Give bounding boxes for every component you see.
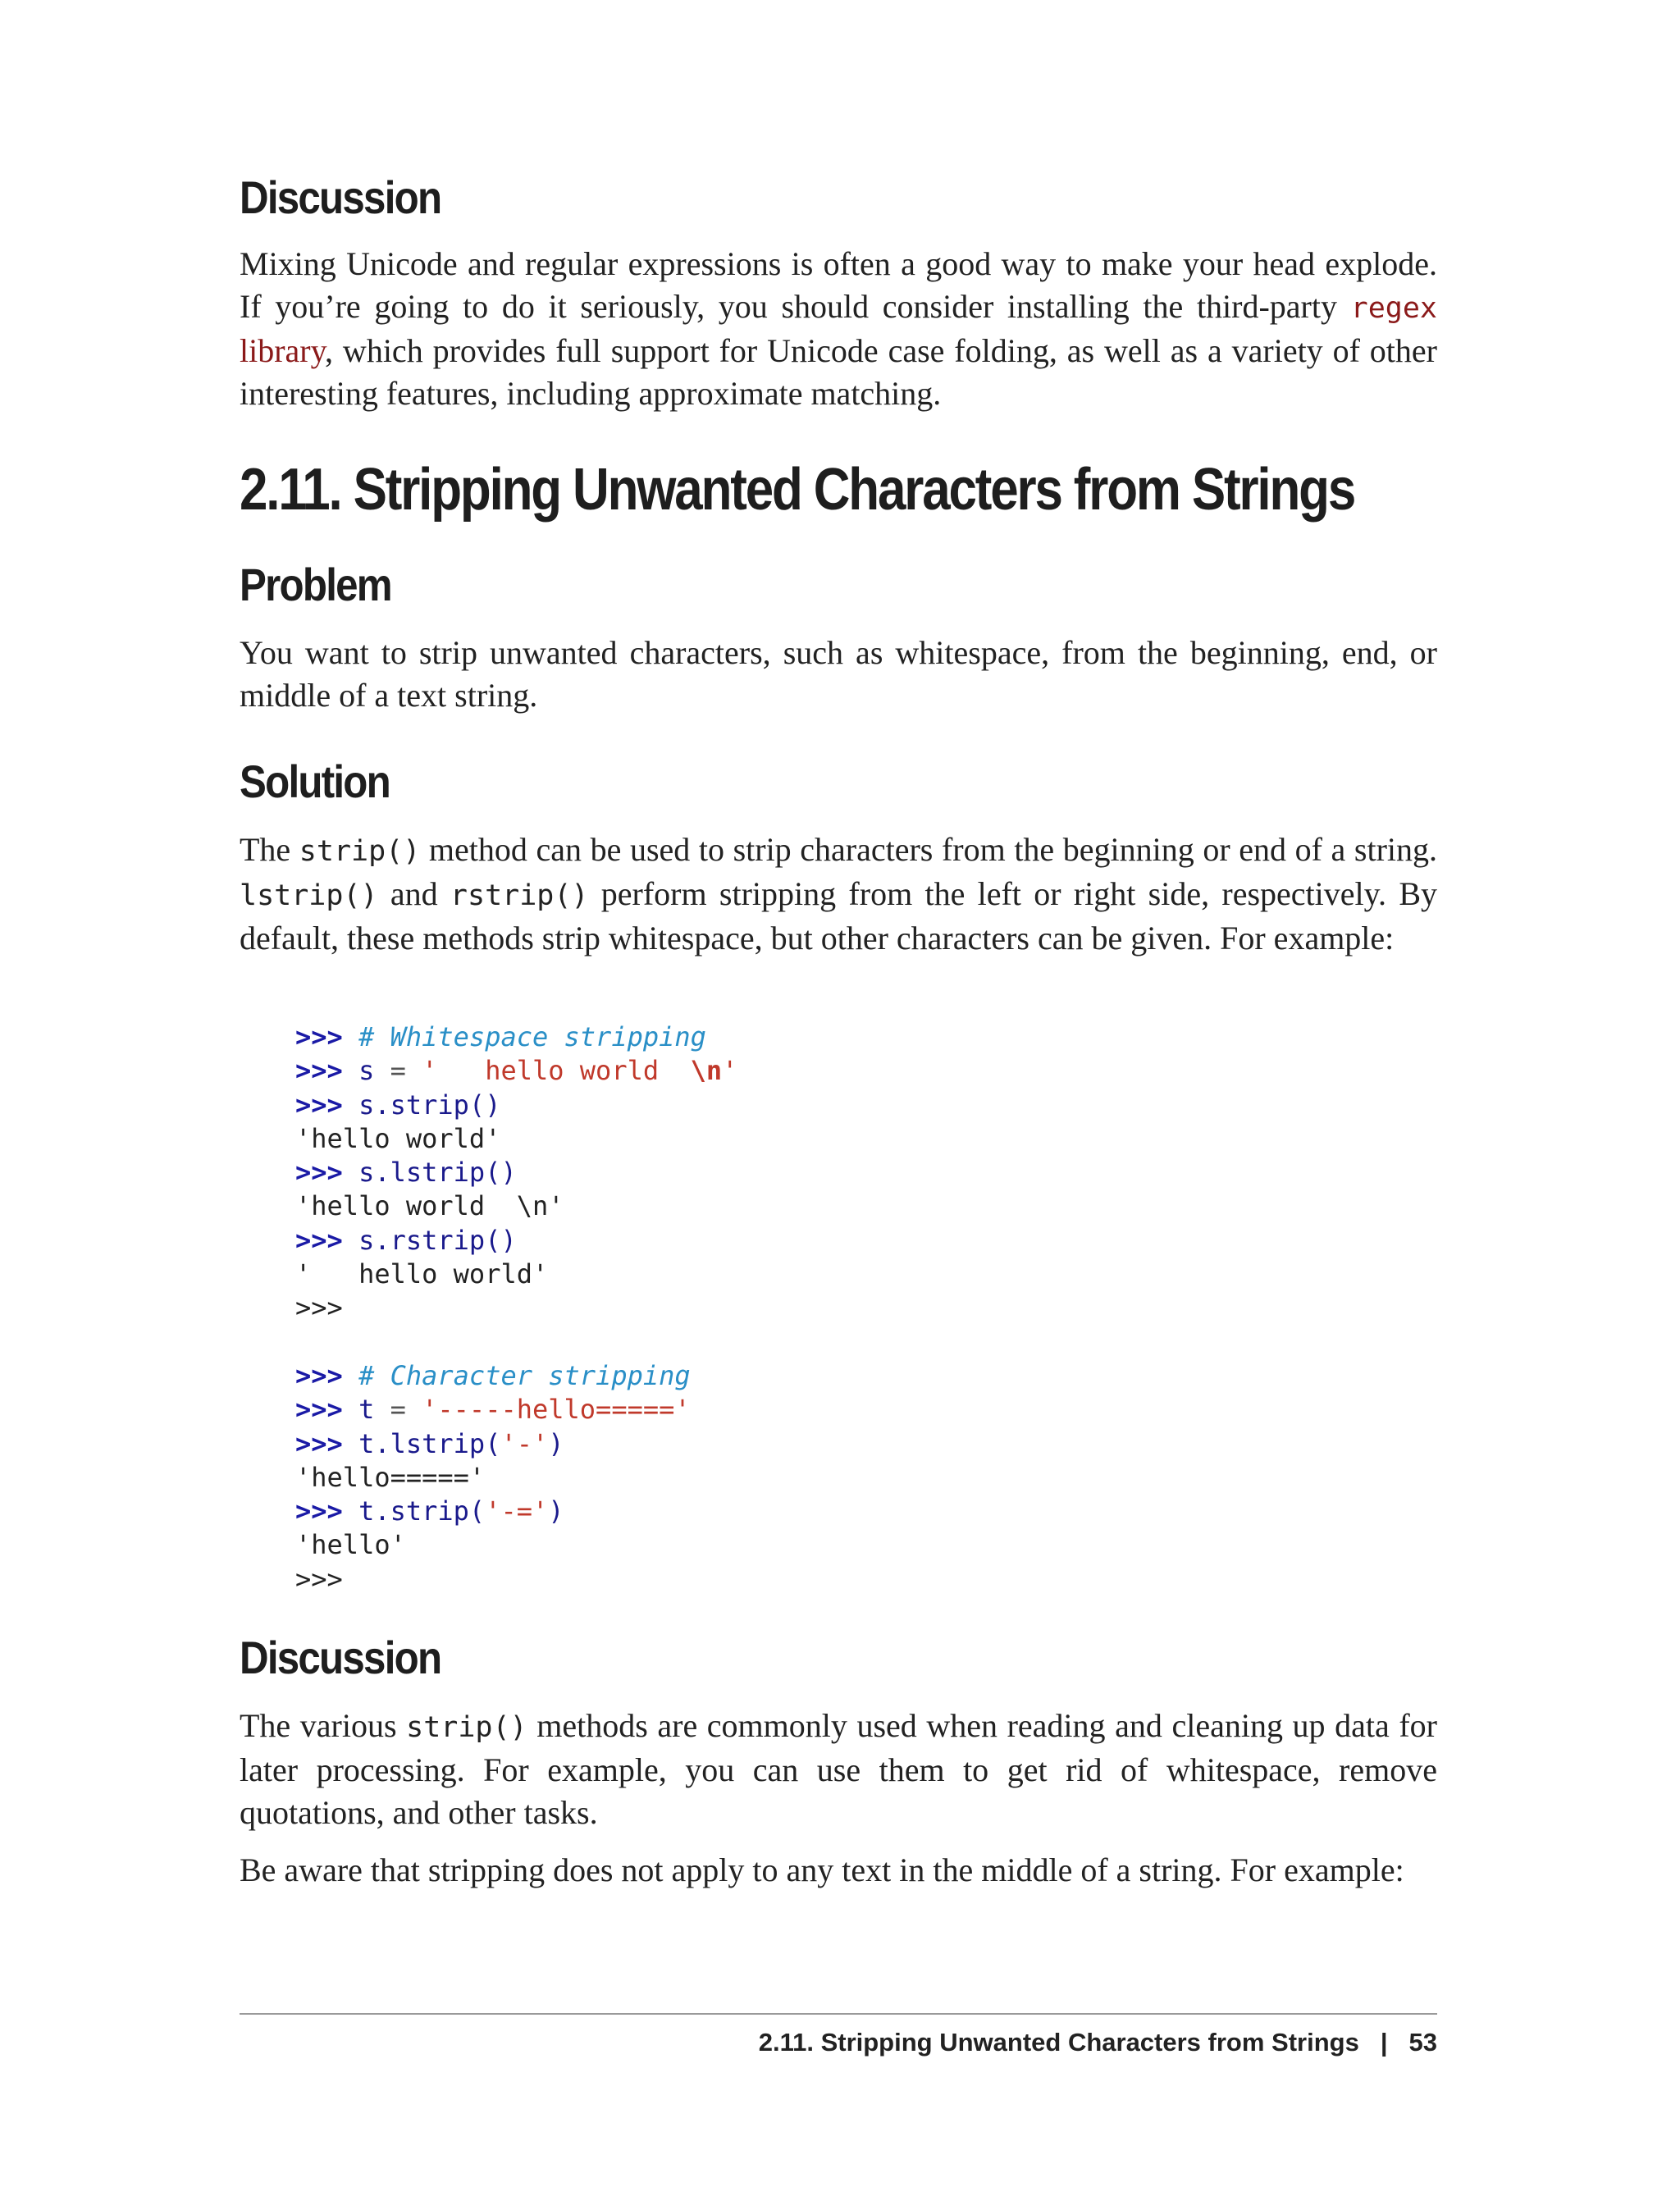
lstrip-inline-code: lstrip() [240, 879, 378, 912]
discussion-heading-2: Discussion [240, 1632, 441, 1683]
solution-heading: Solution [240, 756, 390, 807]
strip-inline-code: strip() [299, 835, 421, 868]
discussion-paragraph-2: The various strip() methods are commonly used when reading and cleaning up data for later processing. For example, you can use them to get rid of whitespace, remove quotations, and other tasks. [240, 1707, 1437, 1831]
problem-paragraph: You want to strip unwanted characters, such as whitespace, from the beginning, end, or middle of a text string. [240, 634, 1437, 714]
rstrip-inline-code: rstrip() [450, 879, 589, 912]
solution-paragraph: The strip() method can be used to strip characters from the beginning or end of a string. lstrip() and rstrip() perform stripping from the left or right side, respectively. By default, these methods strip whitespace, but other characters can be given. For example: [240, 831, 1438, 956]
regex-library-link[interactable]: regex library [240, 292, 1437, 369]
running-title: 2.11. Stripping Unwanted Characters from Strings [758, 2028, 1359, 2057]
discussion-heading-1: Discussion [240, 171, 441, 223]
strip-inline-code-2: strip() [406, 1711, 527, 1744]
page-footer [759, 2028, 1437, 2057]
problem-heading: Problem [240, 559, 391, 610]
page-number: 53 [1408, 2028, 1437, 2057]
footer-separator: | [1380, 2028, 1388, 2057]
discussion-paragraph-1: Mixing Unicode and regular expressions is often a good way to make your head explode. If you’re going to do it seriously, you should consider installing the third-party regex library, which provides full support for Unicode case folding, as well as a variety of other interesting features, including approximate matching. [240, 245, 1437, 412]
code-example: >>> # Whitespace stripping >>> s = ' hello world \n' >>> s.strip() 'hello world' >>> s.lstrip() 'hello world \n' >>> s.rstrip() ' hello world' >>> >>> # Character stripping >>> t = '-----hello=====' >>> t.lstrip('-') 'hello=====' >>> t.strip('-=') 'hello' >>> [295, 1021, 738, 1595]
footer-divider [240, 2013, 1437, 2015]
chapter-title: 2.11. Stripping Unwanted Characters from Strings [240, 457, 1355, 523]
discussion-paragraph-3: Be aware that stripping does not apply to any text in the middle of a string. For example: [240, 1851, 1404, 1888]
